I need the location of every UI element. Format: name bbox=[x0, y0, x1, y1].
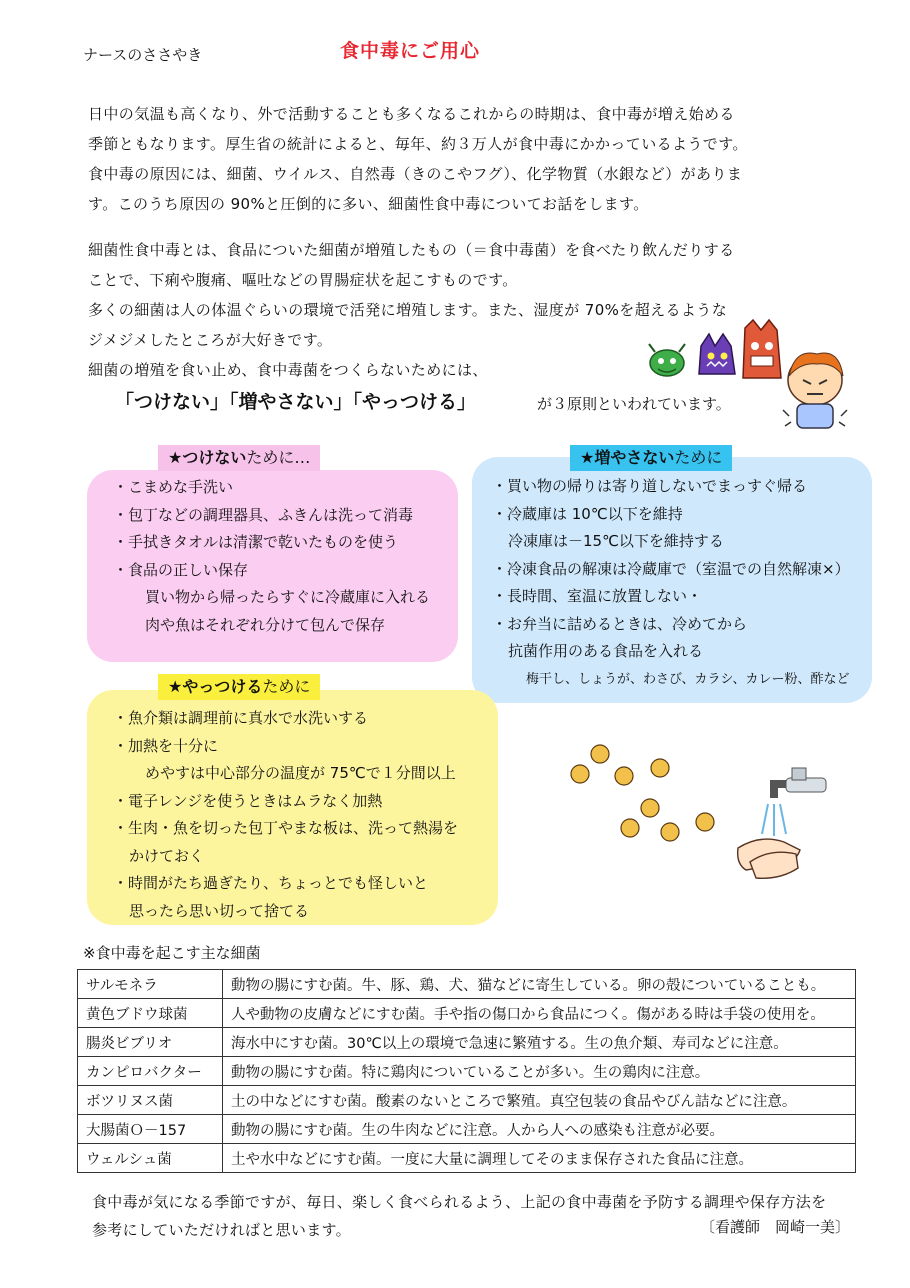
list-item: ・手拭きタオルは清潔で乾いたものを使う bbox=[113, 533, 399, 551]
hands-icon bbox=[738, 839, 800, 878]
bacteria-name: ボツリヌス菌 bbox=[78, 1086, 223, 1115]
faucet-icon bbox=[762, 768, 826, 836]
bacteria-name: 黄色ブドウ球菌 bbox=[78, 999, 223, 1028]
list-item: 買い物から帰ったらすぐに冷蔵庫に入れる bbox=[145, 588, 431, 606]
red-germ-icon bbox=[743, 320, 781, 378]
green-germ-icon bbox=[649, 344, 685, 376]
bacteria-name: 大腸菌Ｏ－157 bbox=[78, 1115, 223, 1144]
list-item: 肉や魚はそれぞれ分けて包んで保存 bbox=[145, 615, 386, 634]
yattsukeru-list bbox=[113, 705, 458, 925]
bacterial-line: 細菌の増殖を食い止め、食中毒菌をつくらないためには、 bbox=[88, 361, 488, 379]
purple-germ-icon bbox=[699, 334, 735, 374]
bacterial-line: 細菌性食中毒とは、食品についた細菌が増殖したもの（＝食中毒菌）を食べたり飲んだりする bbox=[88, 241, 735, 259]
bacterial-line: ジメジメしたところが大好きです。 bbox=[88, 331, 333, 349]
list-item: ・時間がたち過ぎたり、ちょっとでも怪しいと bbox=[113, 874, 429, 892]
bacteria-name: カンピロバクター bbox=[78, 1057, 223, 1086]
bacteria-name: 腸炎ビブリオ bbox=[78, 1028, 223, 1057]
bacteria-desc: 動物の腸にすむ菌。牛、豚、鶏、犬、猫などに寄生している。卵の殻についていることも。 bbox=[223, 970, 856, 999]
intro-line: す。このうち原因の 90%と圧倒的に多い、細菌性食中毒についてお話をします。 bbox=[88, 195, 649, 213]
bacteria-table-title: ※食中毒を起こす主な細菌 bbox=[83, 944, 261, 962]
bacteria-name: ウェルシュ菌 bbox=[78, 1144, 223, 1173]
table-row bbox=[78, 1115, 856, 1144]
bacteria-desc: 動物の腸にすむ菌。特に鶏肉についていることが多い。生の鶏肉に注意。 bbox=[223, 1057, 856, 1086]
bacteria-desc: 土や水中などにすむ菌。一度に大量に調理してそのまま保存された食品に注意。 bbox=[223, 1144, 856, 1173]
list-item: ・電子レンジを使うときはムラなく加熱 bbox=[113, 791, 383, 810]
bacteria-desc: 海水中にすむ菌。30℃以上の環境で急速に繁殖する。生の魚介類、寿司などに注意。 bbox=[223, 1028, 856, 1057]
table-row bbox=[78, 1144, 856, 1173]
intro-line: 季節ともなります。厚生省の統計によると、毎年、約３万人が食中毒にかかっているようです。 bbox=[88, 135, 748, 153]
signature: 〔看護師 岡崎一美〕 bbox=[700, 1218, 851, 1236]
list-item: ・生肉・魚を切った包丁やまな板は、洗って熱湯を bbox=[113, 819, 459, 837]
list-item: ・買い物の帰りは寄り道しないでまっすぐ帰る bbox=[492, 477, 808, 495]
closing-line: 参考にしていただければと思います。 bbox=[92, 1221, 351, 1239]
fuyasanai-list bbox=[492, 473, 850, 693]
bacteria-desc: 動物の腸にすむ菌。生の牛肉などに注意。人から人への感染も注意が必要。 bbox=[223, 1115, 856, 1144]
list-item: ・食品の正しい保存 bbox=[113, 560, 249, 579]
list-item: 梅干し、しょうが、わさび、カラシ、カレー粉、酢など bbox=[526, 671, 850, 687]
handwashing-illustration bbox=[560, 738, 830, 886]
intro-paragraph bbox=[88, 99, 828, 219]
list-item: 思ったら思い切って捨てる bbox=[129, 901, 310, 920]
tsukenai-label: ★つけないために… bbox=[158, 445, 320, 471]
bacteria-desc: 土の中などにすむ菌。酸素のないところで繁殖。真空包装の食品やびん詰などに注意。 bbox=[223, 1086, 856, 1115]
three-principles: 「つけない」「増やさない」「やっつける」 bbox=[115, 391, 477, 413]
list-item: ・冷凍食品の解凍は冷蔵庫で（室温での自然解凍×） bbox=[492, 559, 850, 578]
bacterial-line: ことで、下痢や腹痛、嘔吐などの胃腸症状を起こすものです。 bbox=[88, 271, 518, 289]
closing-line: 食中毒が気になる季節ですが、毎日、楽しく食べられるよう、上記の食中毒菌を予防する調理や保存方法を bbox=[92, 1193, 827, 1211]
bacteria-icons bbox=[571, 745, 714, 841]
list-item: めやすは中心部分の温度が 75℃で１分間以上 bbox=[145, 764, 456, 782]
list-item: ・長時間、室温に放置しない・ bbox=[492, 587, 703, 605]
list-item: 冷凍庫は－15℃以下を維持する bbox=[508, 532, 724, 550]
germs-and-boy-illustration bbox=[645, 318, 870, 436]
bacteria-desc: 人や動物の皮膚などにすむ菌。手や指の傷口から食品につく。傷がある時は手袋の使用を。 bbox=[223, 999, 856, 1028]
list-item: ・包丁などの調理器具、ふきんは洗って消毒 bbox=[113, 505, 414, 524]
table-row bbox=[78, 970, 856, 999]
list-item: ・魚介類は調理前に真水で水洗いする bbox=[113, 709, 369, 727]
bacteria-name: サルモネラ bbox=[78, 970, 223, 999]
scared-boy-icon bbox=[783, 353, 847, 428]
table-row bbox=[78, 1086, 856, 1115]
page-title: 食中毒にご用心 bbox=[340, 40, 481, 62]
table-row bbox=[78, 1057, 856, 1086]
list-item: ・お弁当に詰めるときは、冷めてから bbox=[492, 614, 748, 633]
list-item: ・こまめな手洗い bbox=[113, 478, 234, 496]
fuyasanai-label: ★増やさないために bbox=[570, 445, 732, 471]
list-item: 抗菌作用のある食品を入れる bbox=[508, 642, 704, 660]
intro-line: 食中毒の原因には、細菌、ウイルス、自然毒（きのこやフグ）、化学物質（水銀など）がありま bbox=[88, 165, 743, 183]
bacterial-line: 多くの細菌は人の体温ぐらいの環境で活発に増殖します。また、湿度が 70%を超えるような bbox=[88, 301, 728, 319]
table-row bbox=[78, 1028, 856, 1057]
table-row bbox=[78, 999, 856, 1028]
header-label: ナースのささやき bbox=[83, 46, 203, 64]
intro-line: 日中の気温も高くなり、外で活動することも多くなるこれからの時期は、食中毒が増え始める bbox=[88, 105, 735, 123]
list-item: ・冷蔵庫は 10℃以下を維持 bbox=[492, 504, 683, 523]
yattsukeru-label: ★やっつけるために bbox=[158, 674, 320, 700]
bacteria-table bbox=[77, 969, 856, 1173]
list-item: かけておく bbox=[129, 846, 205, 865]
three-principles-suffix: が３原則といわれています。 bbox=[537, 395, 731, 413]
list-item: ・加熱を十分に bbox=[113, 736, 219, 755]
tsukenai-list bbox=[113, 474, 430, 639]
